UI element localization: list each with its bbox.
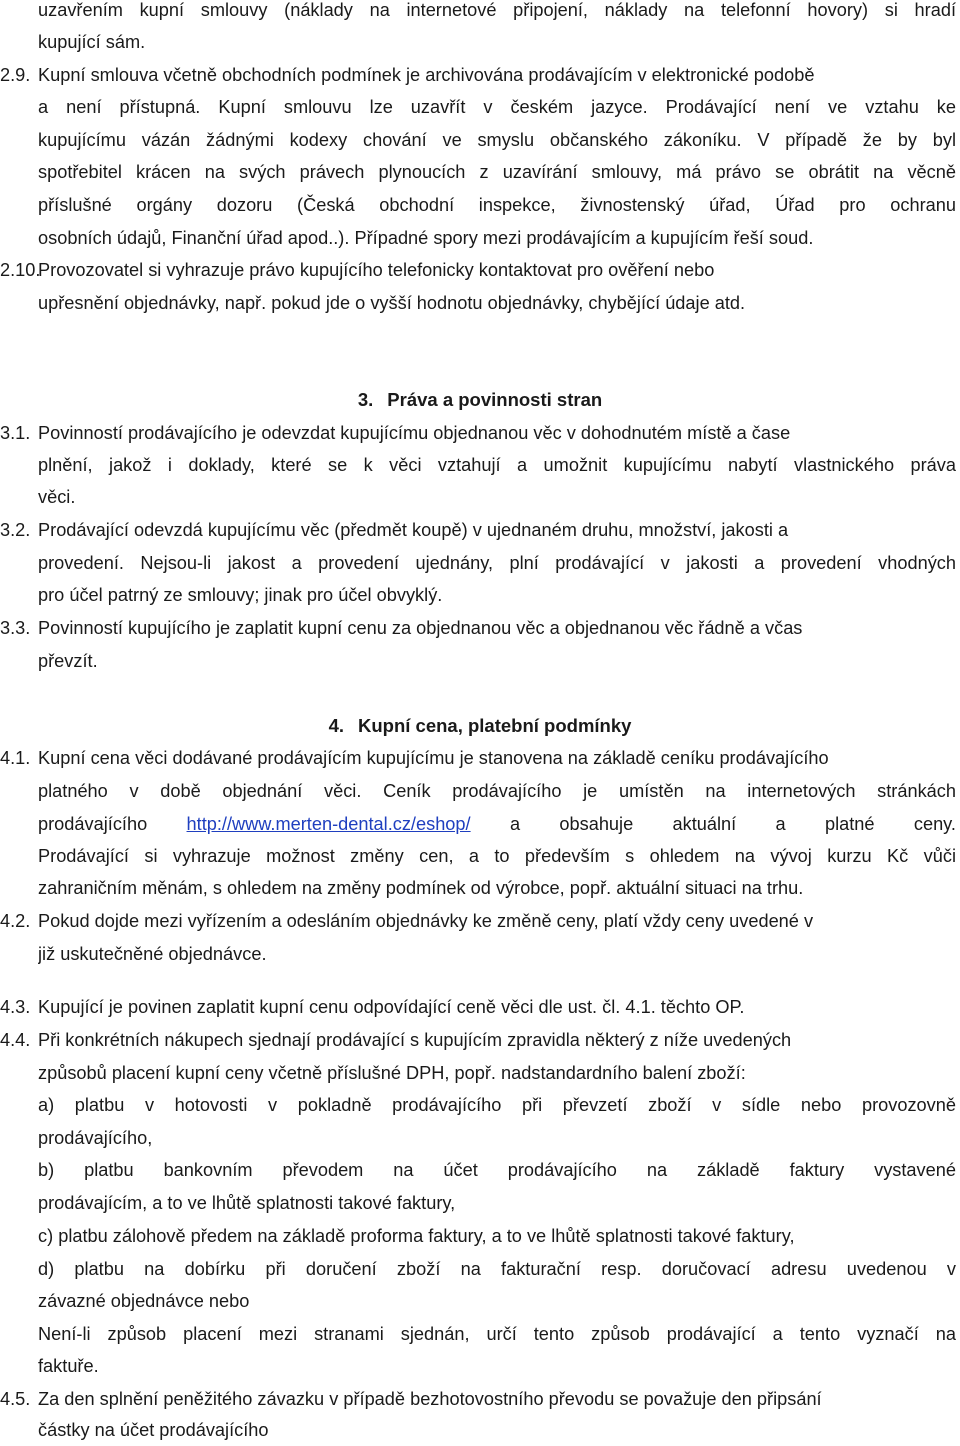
section-number: 3.	[357, 389, 374, 410]
paragraph-3-3	[0, 612, 956, 644]
paragraph-4-5	[0, 1383, 956, 1415]
payment-option-d: d) platbu na dobírku při doručení zboží na fakturační resp. doručovací adresu uvedenou v	[38, 1259, 956, 1279]
paragraph-number: 4.5.	[0, 1389, 31, 1409]
text-line: Pokud dojde mezi vyřízením a odesláním objednávky ke změně ceny, platí vždy ceny uvedené v	[38, 911, 814, 931]
text-line: příslušné orgány dozoru (Česká obchodní inspekce, živnostenský úřad, Úřad pro ochranu	[38, 195, 956, 215]
paragraph-2-9	[0, 59, 956, 91]
text-fragment: prodávajícího	[38, 814, 148, 834]
text-line: Povinností prodávajícího je odevzdat kupujícímu objednanou věc v dohodnutém místě a čase	[38, 423, 791, 443]
paragraph-number: 3.1.	[0, 423, 31, 443]
text-line: Při konkrétních nákupech sjednají prodávající s kupujícím zpravidla některý z níže uvedených	[38, 1030, 792, 1050]
paragraph-3-1	[0, 417, 956, 449]
paragraph-number: 4.4.	[0, 1030, 31, 1050]
text-line: Není-li způsob placení mezi stranami sjednán, určí tento způsob prodávající a tento vyznačí na	[38, 1324, 956, 1344]
paragraph-number: 4.3.	[0, 997, 31, 1017]
text-line: částky na účet prodávajícího	[38, 1420, 269, 1440]
text-line: Povinností kupujícího je zaplatit kupní cenu za objednanou věc a objednanou věc řádně a včas	[38, 618, 803, 638]
text-line: zahraničním měnám, s ohledem na změny podmínek od výrobce, popř. aktuální situaci na trhu.	[38, 878, 804, 898]
payment-option-c: c) platbu zálohově předem na základě proforma faktury, a to ve lhůtě splatnosti takové faktury,	[38, 1226, 795, 1246]
paragraph-number: 2.9.	[0, 65, 31, 85]
paragraph-2-10	[0, 254, 956, 286]
text-line: faktuře.	[38, 1356, 99, 1376]
text-line: Provozovatel si vyhrazuje právo kupujícího telefonicky kontaktovat pro ověření nebo	[38, 260, 715, 280]
paragraph-number: 4.2.	[0, 911, 31, 931]
text-line: věci.	[38, 487, 76, 507]
payment-option-b: b) platbu bankovním převodem na účet prodávajícího na základě faktury vystavené	[38, 1160, 956, 1180]
text-line: prodávajícího,	[38, 1128, 153, 1148]
text-fragment: a obsahuje aktuální a platné ceny.	[509, 814, 956, 834]
text-line: uzavřením kupní smlouvy (náklady na internetové připojení, náklady na telefonní hovory) si hradí	[38, 0, 956, 20]
paragraph-4-2	[0, 905, 956, 937]
paragraph-number: 4.1.	[0, 748, 31, 768]
paragraph-4-4	[0, 1024, 956, 1056]
text-line: spotřebitel krácen na svých právech plynoucích z uzavírání smlouvy, má právo se obrátit na věcně	[38, 162, 956, 182]
section-number: 4.	[328, 715, 344, 736]
text-line: Prodávající si vyhrazuje možnost změny cen, a to především s ohledem na vývoj kurzu Kč vůči	[38, 846, 956, 866]
payment-option-a: a) platbu v hotovosti v pokladně prodávajícího při převzetí zboží v sídle nebo provozovně	[38, 1095, 956, 1115]
text-line: platného v době objednání věci. Ceník prodávajícího je umístěn na internetových stránkách	[38, 781, 956, 801]
paragraph-4-1	[0, 742, 956, 774]
text-line: již uskutečněné objednávce.	[38, 944, 267, 964]
text-line: Za den splnění peněžitého závazku v případě bezhotovostního převodu se považuje den připsání	[38, 1389, 822, 1409]
section-title: Práva a povinnosti stran	[387, 389, 603, 410]
paragraph-3-2	[0, 514, 956, 546]
section-heading-3	[0, 384, 960, 416]
text-line: způsobů placení kupní ceny včetně příslušné DPH, popř. nadstandardního balení zboží:	[38, 1063, 746, 1083]
text-line-with-link	[38, 808, 956, 840]
section-heading-4	[0, 710, 960, 742]
paragraph-number: 3.3.	[0, 618, 31, 638]
text-line: osobních údajů, Finanční úřad apod..). Případné spory mezi prodávajícím a kupujícím řeší soud.	[38, 228, 814, 248]
text-line: Prodávající odevzdá kupujícímu věc (předmět koupě) v ujednaném druhu, množství, jakosti a	[38, 520, 789, 540]
text-line: kupujícímu vázán žádnými kodexy chování ve smyslu občanského zákoníku. V případě že by byl	[38, 130, 956, 150]
paragraph-number: 2.10.	[0, 260, 41, 280]
text-line: Kupní smlouva včetně obchodních podmínek je archivována prodávajícím v elektronické podobě	[38, 65, 815, 85]
text-line: prodávajícím, a to ve lhůtě splatnosti takové faktury,	[38, 1193, 456, 1213]
text-line: kupující sám.	[38, 32, 146, 52]
text-line: Kupující je povinen zaplatit kupní cenu odpovídající ceně věci dle ust. čl. 4.1. těchto OP.	[38, 997, 745, 1017]
paragraph-number: 3.2.	[0, 520, 31, 540]
text-line: upřesnění objednávky, např. pokud jde o vyšší hodnotu objednávky, chybějící údaje atd.	[38, 293, 746, 313]
text-line: a není přístupná. Kupní smlouvu lze uzavřít v českém jazyce. Prodávající není ve vztahu ke	[38, 97, 956, 117]
text-line: převzít.	[38, 651, 98, 671]
section-title: Kupní cena, platební podmínky	[358, 715, 632, 736]
paragraph-4-3	[0, 991, 956, 1023]
text-line: pro účel patrný ze smlouvy; jinak pro účel obvyklý.	[38, 585, 443, 605]
text-line: plnění, jakož i doklady, které se k věci vztahují a umožnit kupujícímu nabytí vlastnického práva	[38, 455, 956, 475]
eshop-link[interactable]: http://www.merten-dental.cz/eshop/	[186, 814, 471, 834]
text-line: závazné objednávce nebo	[38, 1291, 250, 1311]
text-line: Kupní cena věci dodávané prodávajícím kupujícímu je stanovena na základě ceníku prodávajícího	[38, 748, 829, 768]
text-line: provedení. Nejsou-li jakost a provedení ujednány, plní prodávající v jakosti a provedení vhodných	[38, 553, 956, 573]
